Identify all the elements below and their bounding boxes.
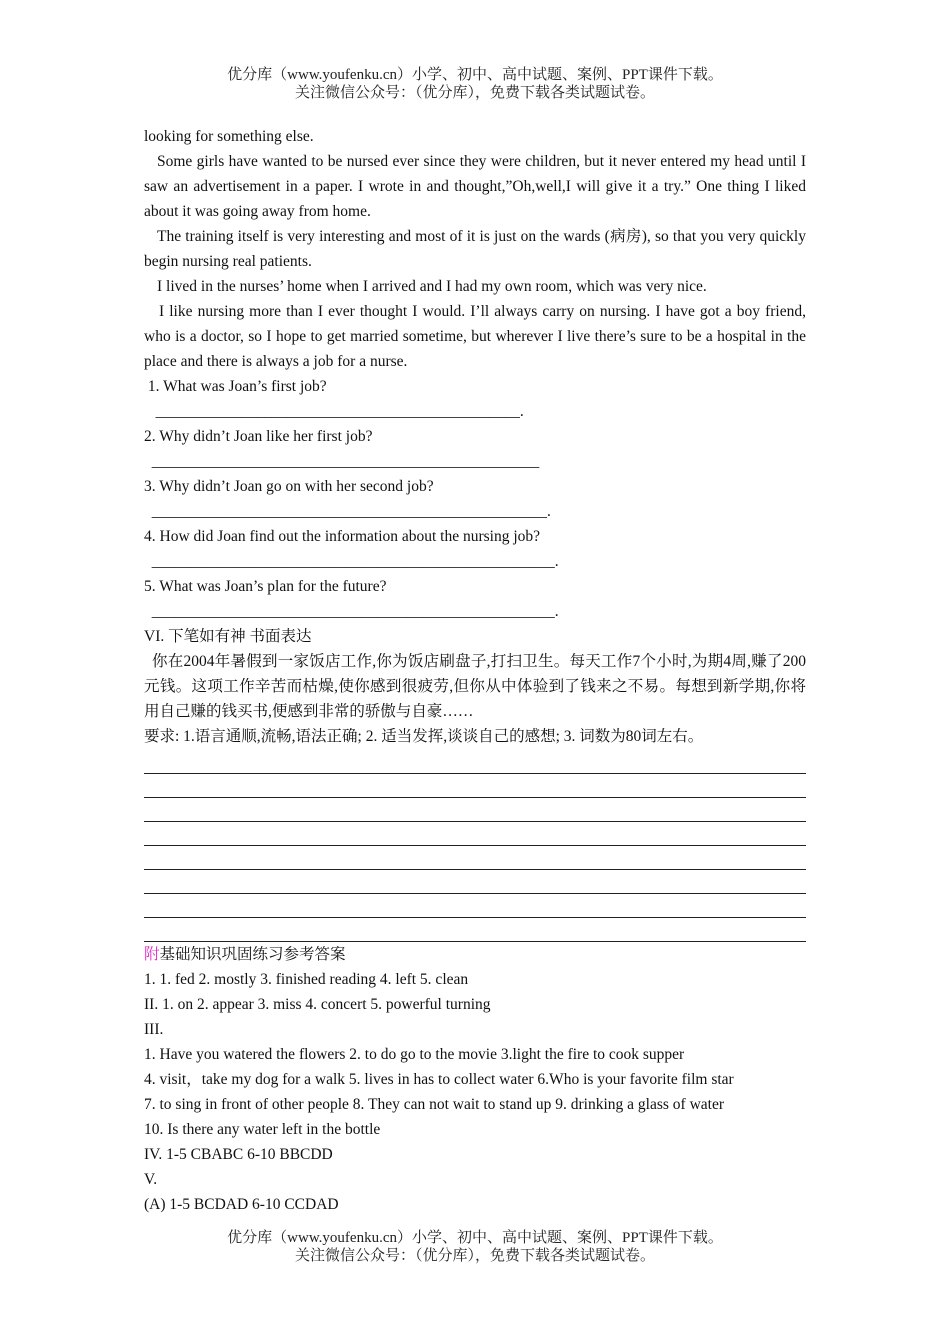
answer-blank-5[interactable]: ____________________________________________________. bbox=[144, 603, 559, 620]
answer-line-3: III. bbox=[144, 1021, 164, 1038]
answer-key-title-prefix: 附 bbox=[144, 946, 160, 963]
document-body bbox=[144, 124, 806, 1217]
writing-section bbox=[144, 624, 806, 942]
answer-key-title bbox=[144, 942, 806, 967]
passage-paragraph-1: Some girls have wanted to be nursed ever since they were children, but it never entered my head until I saw an advertisement in a paper. I wrote in and thought,”Oh,well,I will give it a try.” One thing I liked about it was going away from home. bbox=[144, 153, 806, 220]
answer-blank-3[interactable]: ___________________________________________________. bbox=[144, 503, 551, 520]
answer-line-4: 1. Have you watered the flowers 2. to do go to the movie 3.light the fire to cook supper bbox=[144, 1046, 685, 1063]
writing-line[interactable] bbox=[144, 893, 806, 918]
writing-line[interactable] bbox=[144, 749, 806, 774]
question-2: 2. Why didn’t Joan like her first job? bbox=[144, 428, 373, 445]
answer-line-6: 7. to sing in front of other people 8. They can not wait to stand up 9. drinking a glass of water bbox=[144, 1096, 724, 1113]
answer-line-2: II. 1. on 2. appear 3. miss 4. concert 5. powerful turning bbox=[144, 996, 491, 1013]
answer-key-title-text: 基础知识巩固练习参考答案 bbox=[159, 946, 346, 963]
passage-paragraph-0: looking for something else. bbox=[144, 128, 314, 145]
answer-blank-4[interactable]: ____________________________________________________. bbox=[144, 553, 559, 570]
page-footer bbox=[0, 1229, 950, 1265]
writing-line[interactable] bbox=[144, 869, 806, 894]
question-4: 4. How did Joan find out the information about the nursing job? bbox=[144, 528, 541, 545]
footer-line-1: 优分库（www.youfenku.cn）小学、初中、高中试题、案例、PPT课件下载。 bbox=[227, 1230, 723, 1246]
writing-line[interactable] bbox=[144, 821, 806, 846]
question-1: 1. What was Joan’s first job? bbox=[144, 378, 327, 395]
writing-title: VI. 下笔如有神 书面表达 bbox=[144, 628, 312, 645]
answer-line-5: 4. visit，take my dog for a walk 5. lives in has to collect water 6.Who is your favorite film star bbox=[144, 1071, 734, 1088]
question-5: 5. What was Joan’s plan for the future? bbox=[144, 578, 387, 595]
writing-area[interactable] bbox=[144, 749, 806, 942]
writing-line[interactable] bbox=[144, 917, 806, 942]
writing-prompt: 你在2004年暑假到一家饭店工作,你为饭店刷盘子,打扫卫生。每天工作7个小时,为期4周,赚了200元钱。这项工作辛苦而枯燥,使你感到很疲劳,但你从中体验到了钱来之不易。每想到新学期,你将用自己赚的钱买书,便感到非常的骄傲与自豪…… bbox=[144, 653, 806, 720]
answer-key bbox=[144, 942, 806, 1217]
passage-paragraph-3: I lived in the nurses’ home when I arrived and I had my own room, which was very nice. bbox=[157, 278, 707, 295]
writing-line[interactable] bbox=[144, 773, 806, 798]
writing-requirements: 要求: 1.语言通顺,流畅,语法正确; 2. 适当发挥,谈谈自己的感想; 3. 词数为80词左右。 bbox=[144, 728, 704, 745]
answer-line-10: (A) 1-5 BCDAD 6-10 CCDAD bbox=[144, 1196, 339, 1213]
answer-blank-2[interactable]: __________________________________________________ bbox=[144, 453, 540, 470]
answer-line-9: V. bbox=[144, 1171, 158, 1188]
question-3: 3. Why didn’t Joan go on with her second job? bbox=[144, 478, 434, 495]
footer-line-2: 关注微信公众号：（优分库），免费下载各类试题试卷。 bbox=[294, 1248, 655, 1264]
passage-paragraph-4: I like nursing more than I ever thought I would. I’ll always carry on nursing. I have got a boy friend, who is a doctor, so I hope to get married sometime, but wherever I live there’s sure to be a hospital in the place and there is always a job for a nurse. bbox=[144, 303, 806, 370]
writing-line[interactable] bbox=[144, 797, 806, 822]
writing-line[interactable] bbox=[144, 845, 806, 870]
header-line-1: 优分库（www.youfenku.cn）小学、初中、高中试题、案例、PPT课件下载。 bbox=[227, 67, 723, 83]
page-header bbox=[0, 66, 950, 102]
header-line-2: 关注微信公众号：（优分库），免费下载各类试题试卷。 bbox=[294, 85, 655, 101]
answer-blank-1[interactable]: _______________________________________________. bbox=[144, 403, 524, 420]
passage-paragraph-2: The training itself is very interesting and most of it is just on the wards (病房), so that you very quickly begin nursing real patients. bbox=[144, 228, 806, 270]
answer-line-7: 10. Is there any water left in the bottle bbox=[144, 1121, 381, 1138]
question-list bbox=[144, 374, 806, 624]
answer-line-8: IV. 1-5 CBABC 6-10 BBCDD bbox=[144, 1146, 333, 1163]
answer-line-1: 1. 1. fed 2. mostly 3. finished reading 4. left 5. clean bbox=[144, 971, 469, 988]
